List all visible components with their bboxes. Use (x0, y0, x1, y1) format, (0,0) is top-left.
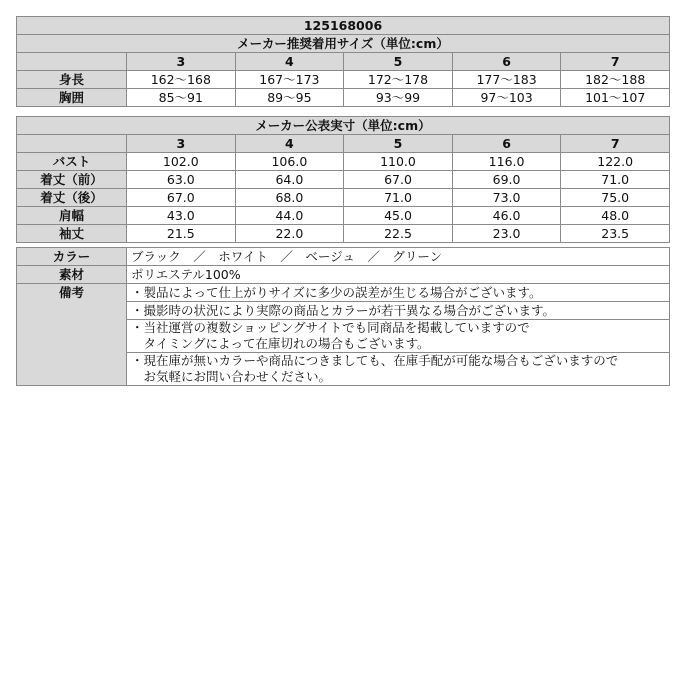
size-header: 5 (344, 53, 453, 71)
cell-value: 93～99 (344, 89, 453, 107)
table-row (17, 207, 670, 225)
cell-value: 102.0 (127, 153, 236, 171)
cell-value: 64.0 (235, 171, 344, 189)
cell-value: 106.0 (235, 153, 344, 171)
table-row (17, 284, 670, 302)
color-value: ブラック ／ ホワイト ／ ベージュ ／ グリーン (127, 248, 670, 266)
notes-label: 備考 (17, 284, 127, 386)
cell-value: 73.0 (452, 189, 561, 207)
note-line: お気軽にお問い合わせください。 (131, 369, 332, 384)
size-header: 5 (344, 135, 453, 153)
cell-value: 23.5 (561, 225, 670, 243)
cell-value: 85～91 (127, 89, 236, 107)
table-row (17, 153, 670, 171)
note-line: ・製品によって仕上がりサイズに多少の誤差が生じる場合がございます。 (131, 285, 542, 300)
row-label: 身長 (17, 71, 127, 89)
table-row (17, 171, 670, 189)
size-header: 4 (235, 135, 344, 153)
cell-value: 63.0 (127, 171, 236, 189)
cell-value: 43.0 (127, 207, 236, 225)
row-label: バスト (17, 153, 127, 171)
size-header: 3 (127, 135, 236, 153)
cell-value: 172～178 (344, 71, 453, 89)
cell-value: 97～103 (452, 89, 561, 107)
note-item (127, 302, 670, 320)
cell-value: 46.0 (452, 207, 561, 225)
row-label: 袖丈 (17, 225, 127, 243)
table-row (17, 89, 670, 107)
note-item (127, 353, 670, 386)
size-header: 7 (561, 135, 670, 153)
cell-value: 67.0 (344, 171, 453, 189)
table-row (17, 189, 670, 207)
product-code: 125168006 (17, 17, 670, 35)
color-label: カラー (17, 248, 127, 266)
size-header: 4 (235, 53, 344, 71)
row-label: 肩幅 (17, 207, 127, 225)
size-header: 6 (452, 135, 561, 153)
cell-value: 116.0 (452, 153, 561, 171)
cell-value: 71.0 (561, 171, 670, 189)
note-line: タイミングによって在庫切れの場合もございます。 (131, 336, 430, 351)
cell-value: 44.0 (235, 207, 344, 225)
product-info-table (16, 247, 670, 386)
material-label: 素材 (17, 266, 127, 284)
cell-value: 101～107 (561, 89, 670, 107)
row-label: 胸囲 (17, 89, 127, 107)
cell-value: 22.0 (235, 225, 344, 243)
cell-value: 177～183 (452, 71, 561, 89)
cell-value: 110.0 (344, 153, 453, 171)
cell-value: 71.0 (344, 189, 453, 207)
measured-table-title: メーカー公表実寸（単位:cm） (17, 117, 670, 135)
cell-value: 45.0 (344, 207, 453, 225)
cell-value: 22.5 (344, 225, 453, 243)
size-header: 3 (127, 53, 236, 71)
cell-value: 68.0 (235, 189, 344, 207)
cell-value: 89～95 (235, 89, 344, 107)
measured-size-table (16, 116, 670, 243)
cell-value: 69.0 (452, 171, 561, 189)
recommended-table-title: メーカー推奨着用サイズ（単位:cm） (17, 35, 670, 53)
size-header: 7 (561, 53, 670, 71)
cell-value: 162～168 (127, 71, 236, 89)
cell-value: 21.5 (127, 225, 236, 243)
table-row (17, 248, 670, 266)
cell-value: 167～173 (235, 71, 344, 89)
note-line: ・撮影時の状況により実際の商品とカラーが若干異なる場合がございます。 (131, 303, 556, 318)
cell-value: 48.0 (561, 207, 670, 225)
table-row (17, 266, 670, 284)
table-row (17, 225, 670, 243)
recommended-size-table (16, 16, 670, 107)
material-value: ポリエステル100% (127, 266, 670, 284)
size-header: 6 (452, 53, 561, 71)
note-line: ・当社運営の複数ショッピングサイトでも同商品を掲載していますので (131, 320, 530, 335)
cell-value: 67.0 (127, 189, 236, 207)
corner-cell (17, 53, 127, 71)
cell-value: 182～188 (561, 71, 670, 89)
cell-value: 75.0 (561, 189, 670, 207)
note-line: ・現在庫が無いカラーや商品につきましても、在庫手配が可能な場合もございますので (131, 353, 619, 368)
corner-cell (17, 135, 127, 153)
cell-value: 122.0 (561, 153, 670, 171)
note-item (127, 284, 670, 302)
note-item (127, 320, 670, 353)
cell-value: 23.0 (452, 225, 561, 243)
row-label: 着丈（後） (17, 189, 127, 207)
row-label: 着丈（前） (17, 171, 127, 189)
table-row (17, 71, 670, 89)
